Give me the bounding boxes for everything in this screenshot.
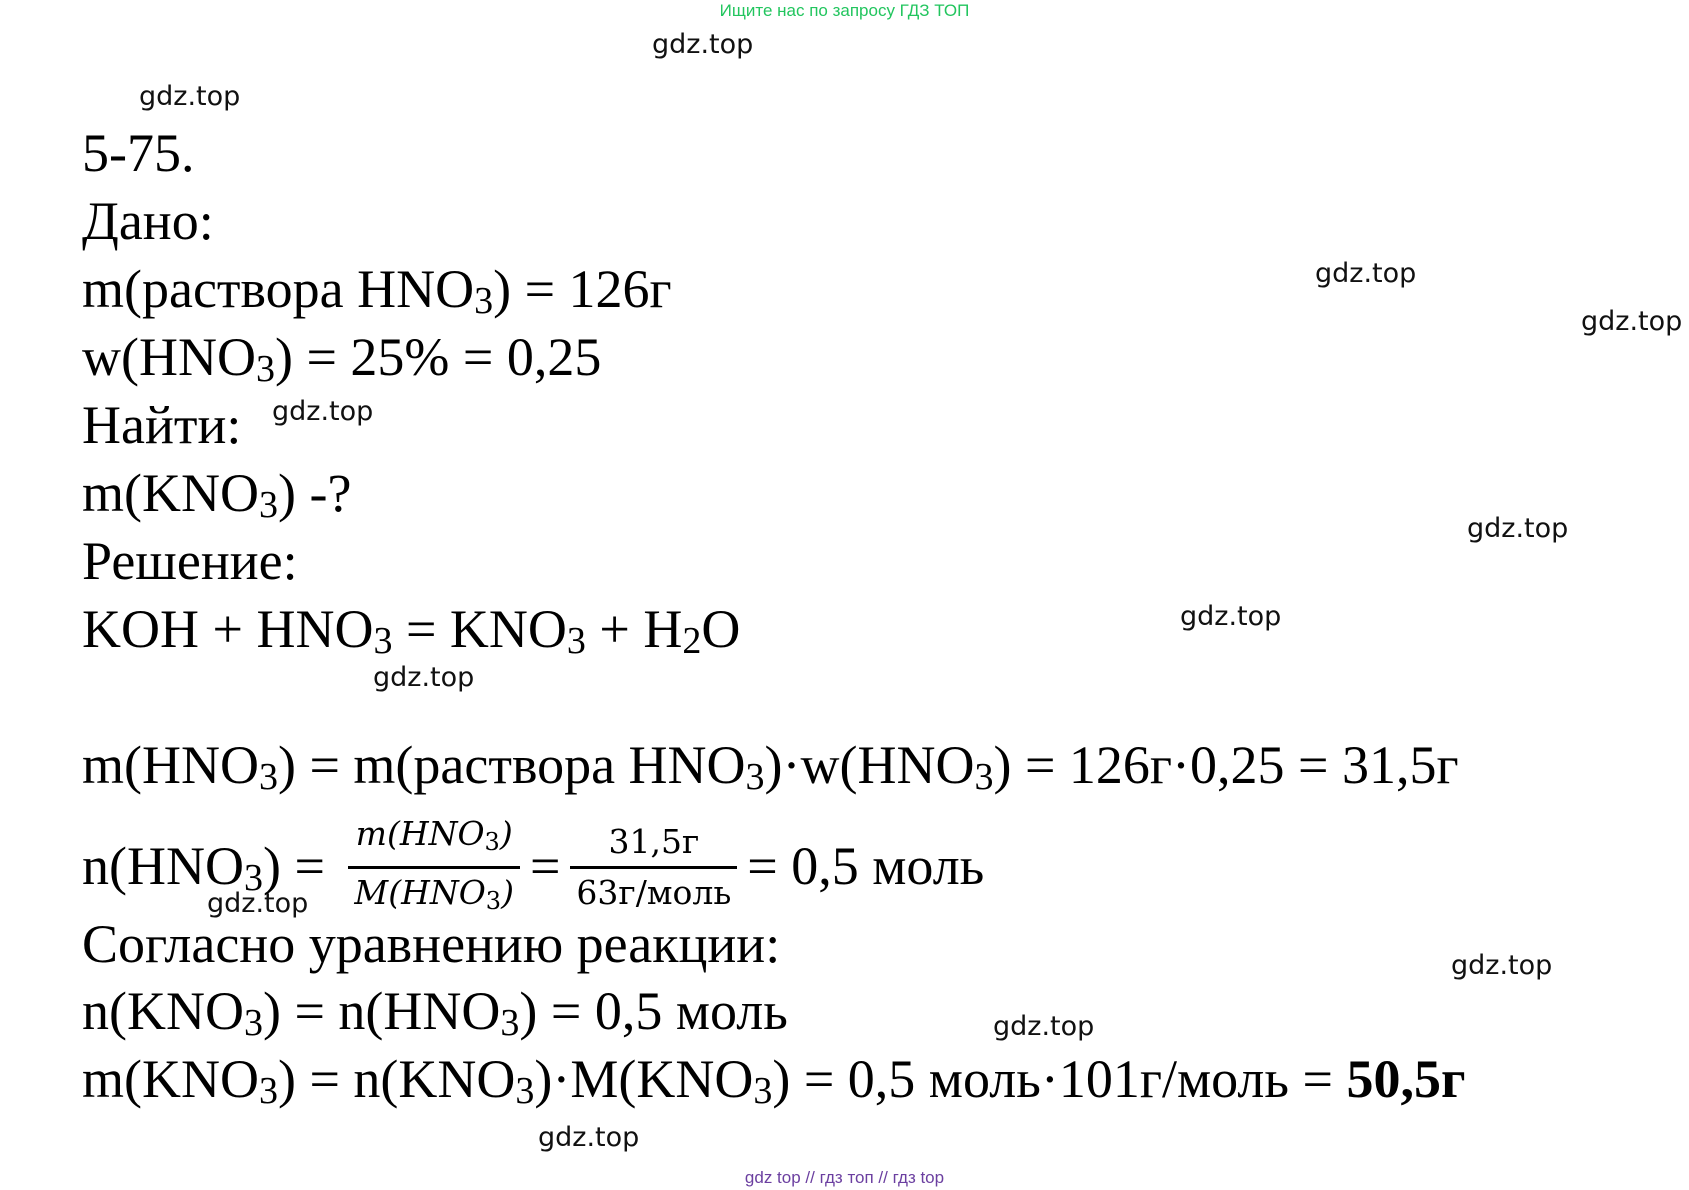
find-target: m(KNO3) -? bbox=[82, 463, 352, 526]
given-label: Дано: bbox=[82, 191, 214, 251]
top-banner: Ищите нас по запросу ГДЗ ТОП bbox=[719, 1, 970, 20]
watermark: gdz.top bbox=[272, 396, 374, 427]
according-label: Согласно уравнению реакции: bbox=[82, 914, 781, 974]
watermark: gdz.top bbox=[373, 662, 475, 693]
find-label: Найти: bbox=[82, 395, 242, 455]
moles-kno3-calc: n(KNO3) = n(HNO3) = 0,5 моль bbox=[82, 981, 788, 1044]
final-answer: 50,5г bbox=[1346, 1049, 1466, 1109]
watermark: gdz.top bbox=[993, 1011, 1095, 1042]
watermark: gdz.top bbox=[652, 29, 754, 60]
watermark: gdz.top bbox=[139, 81, 241, 112]
mass-kno3-calc: m(KNO3) = n(KNO3)·M(KNO3) = 0,5 моль·101г/моль = 50,5г bbox=[82, 1049, 1466, 1112]
watermark: gdz.top bbox=[538, 1122, 640, 1153]
problem-number: 5-75. bbox=[82, 123, 195, 183]
fraction-numeric: $\frac{31,5г}{\text{63г/моль}}$ bbox=[570, 822, 737, 913]
given-mass-fraction: w(HNO3) = 25% = 0,25 bbox=[82, 327, 602, 390]
footer-watermark: gdz top // гдз топ // гдз top bbox=[744, 1168, 945, 1187]
watermark: gdz.top bbox=[1581, 306, 1683, 337]
watermark: gdz.top bbox=[1467, 513, 1569, 544]
watermark: gdz.top bbox=[1315, 258, 1417, 289]
solution-label: Решение: bbox=[82, 531, 298, 591]
given-solution-mass: m(раствора HNO3) = 126г bbox=[82, 259, 672, 322]
watermark: gdz.top bbox=[1180, 601, 1282, 632]
watermark: gdz.top bbox=[1451, 950, 1553, 981]
watermark: gdz.top bbox=[207, 888, 309, 919]
fraction-mass-over-molar: $\frac{\text{m(HNO3)}}{\text{M(HNO3)}}$ bbox=[348, 814, 520, 921]
moles-hno3-calc: n(HNO3) = $\frac{\text{m(HNO3)}}{\text{M(HNO3)}}$ = $\frac{31,5г}{\text{63г/моль}}$ = 0,5 моль bbox=[82, 818, 984, 925]
mass-hno3-calc: m(HNO3) = m(раствора HNO3)·w(HNO3) = 126г·0,25 = 31,5г bbox=[82, 735, 1459, 798]
reaction-equation: KOH + HNO3 = KNO3 + H2O bbox=[82, 599, 741, 662]
